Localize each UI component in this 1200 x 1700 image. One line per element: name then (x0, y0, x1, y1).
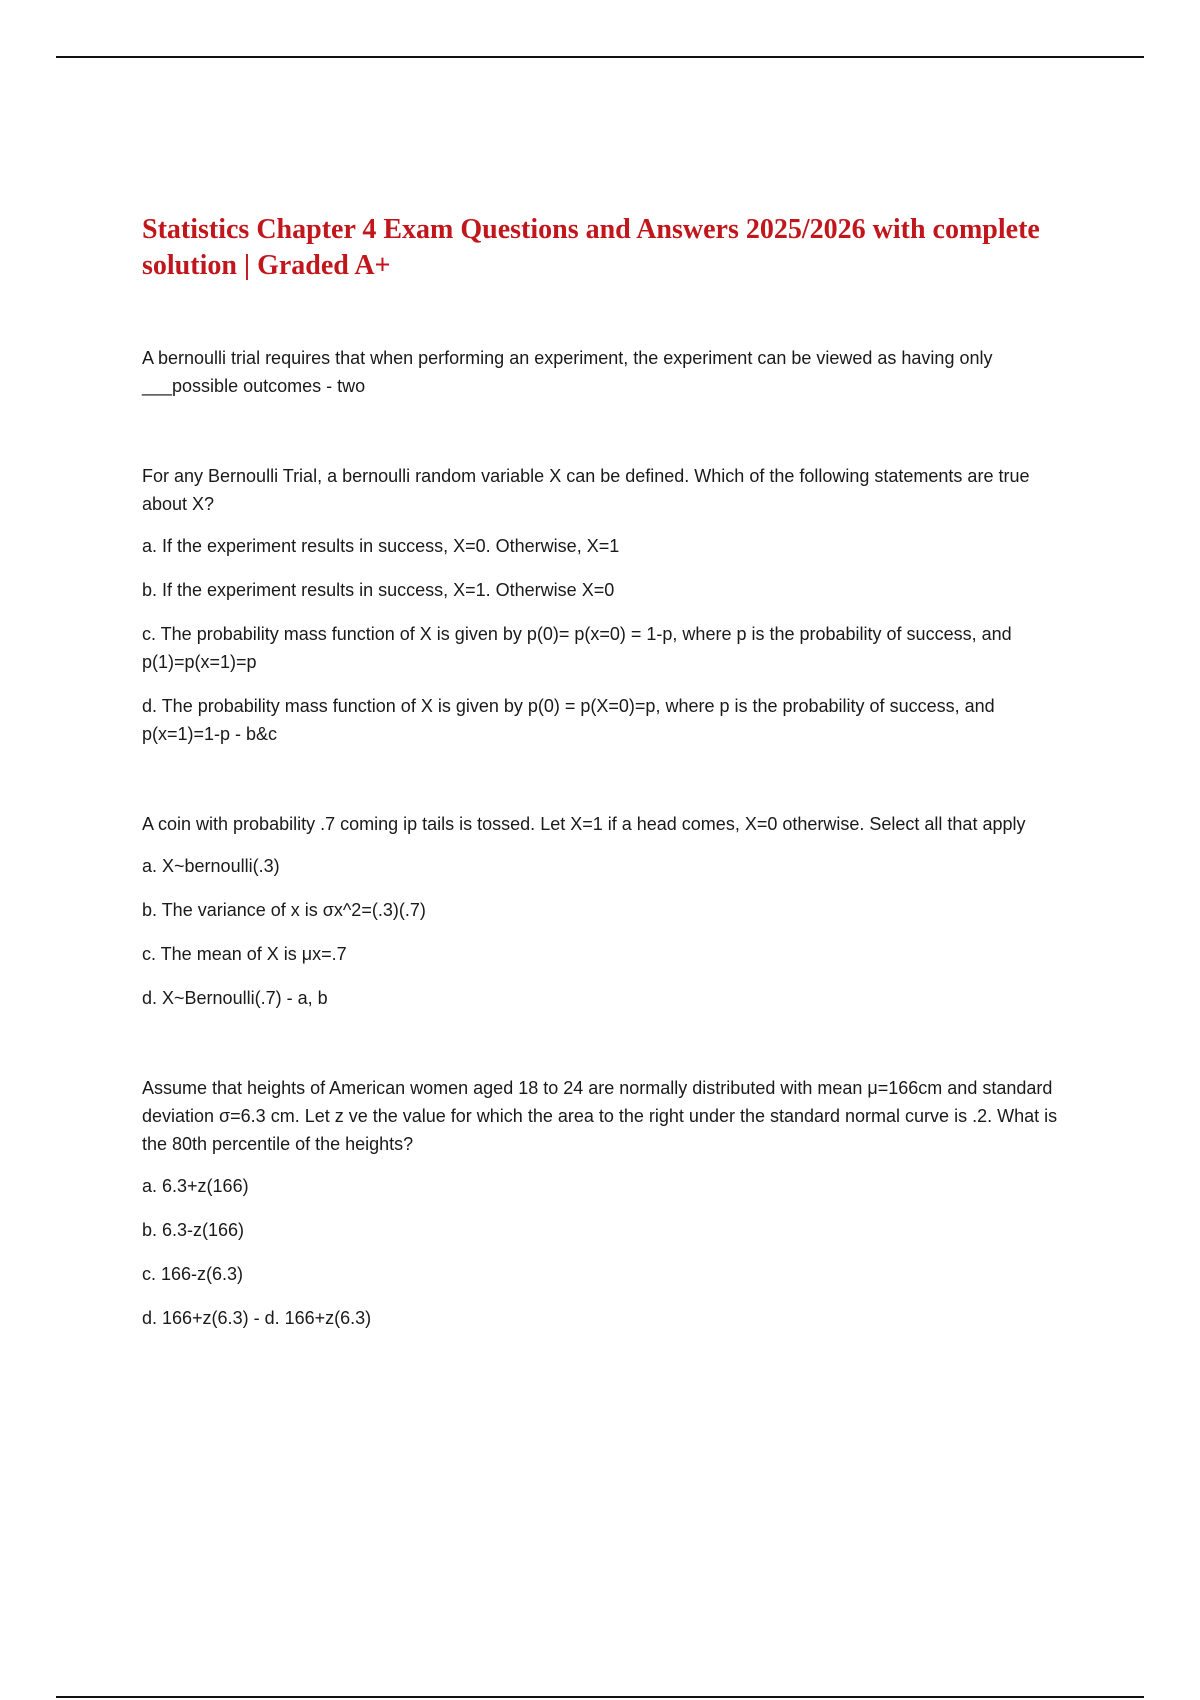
option-a: a. 6.3+z(166) (142, 1176, 249, 1196)
question-4 (142, 1074, 1062, 1332)
option-b: b. 6.3-z(166) (142, 1220, 245, 1240)
document-title: Statistics Chapter 4 Exam Questions and Answers 2025/2026 with complete solution | Graded A+ (142, 214, 1040, 281)
question-2 (142, 462, 1062, 748)
top-rule (56, 56, 1144, 58)
option-a: a. If the experiment results in success, X=0. Otherwise, X=1 (142, 536, 620, 556)
question-3 (142, 810, 1062, 1012)
option-d: d. 166+z(6.3) - d. 166+z(6.3) (142, 1308, 372, 1328)
option-b: b. The variance of x is σx^2=(.3)(.7) (142, 900, 426, 920)
question-text: A bernoulli trial requires that when performing an experiment, the experiment can be viewed as having only ___possible outcomes - two (142, 348, 993, 396)
question-1 (142, 344, 1062, 400)
option-c: c. The mean of X is μx=.7 (142, 944, 347, 964)
option-d: d. The probability mass function of X is given by p(0) = p(X=0)=p, where p is the probability of success, and p(x=1)=1-p - b&c (142, 696, 995, 744)
option-c: c. 166-z(6.3) (142, 1264, 244, 1284)
option-d: d. X~Bernoulli(.7) - a, b (142, 988, 328, 1008)
question-text: Assume that heights of American women aged 18 to 24 are normally distributed with mean μ=166cm and standard deviation σ=6.3 cm. Let z ve the value for which the area to the right under the standard normal curve is .2. What is the 80th percentile of the heights? (142, 1078, 1058, 1154)
bottom-rule (56, 1696, 1144, 1698)
document-body (142, 212, 1062, 1332)
option-c: c. The probability mass function of X is given by p(0)= p(x=0) = 1-p, where p is the probability of success, and p(1)=p(x=1)=p (142, 624, 1012, 672)
question-text: A coin with probability .7 coming ip tails is tossed. Let X=1 if a head comes, X=0 otherwise. Select all that apply (142, 814, 1026, 834)
question-text: For any Bernoulli Trial, a bernoulli random variable X can be defined. Which of the following statements are true about X? (142, 466, 1030, 514)
option-b: b. If the experiment results in success, X=1. Otherwise X=0 (142, 580, 615, 600)
option-a: a. X~bernoulli(.3) (142, 856, 280, 876)
